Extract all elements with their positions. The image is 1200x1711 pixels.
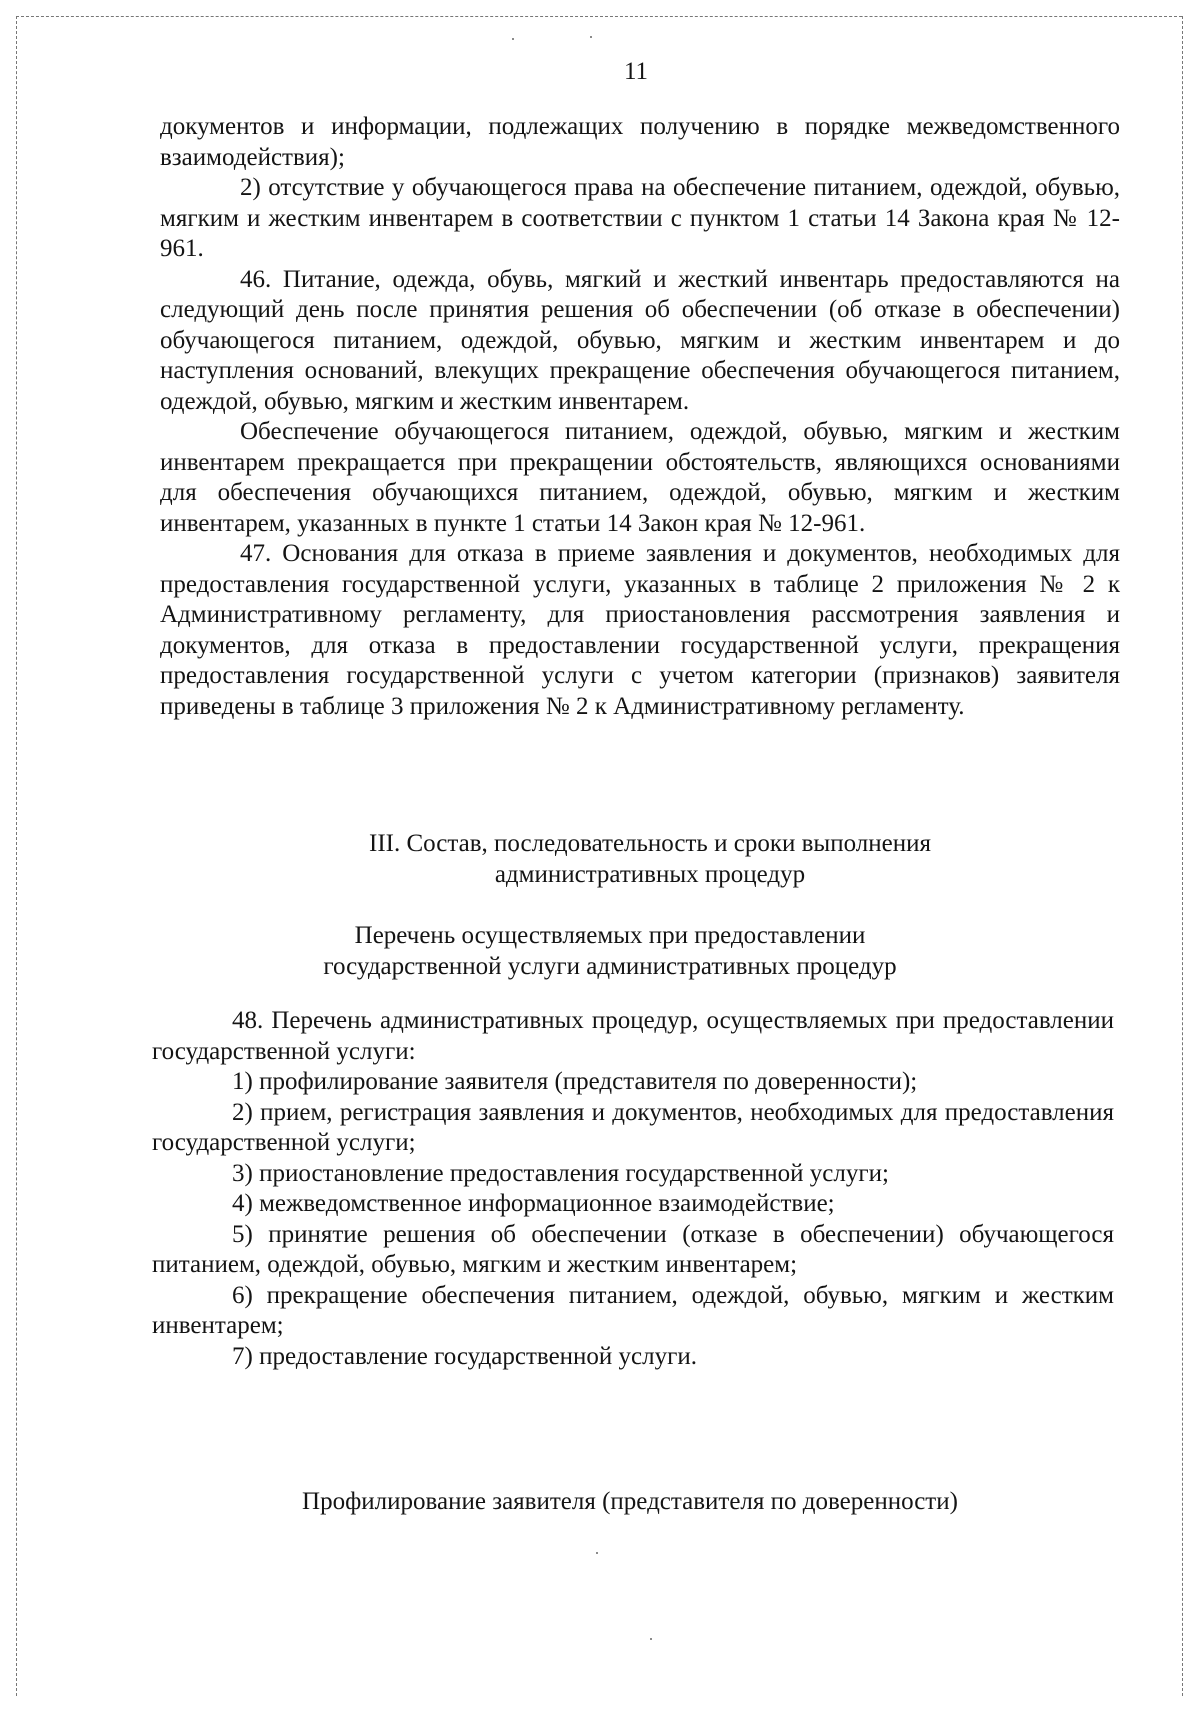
list-item: 5) принятие решения об обеспечении (отказе в обеспечении) обучающегося питанием, одеждой, обувью, мягким и жестким инвентарем; — [152, 1220, 1114, 1278]
paragraph-47: 47. Основания для отказа в приеме заявления и документов, необходимых для предоставления государственной услуги, указанных в таблице 2 приложения № 2 к Административному регламенту, для приостановления рассмотрения заявления и документов, для отказа в предоставлении государственной услуги, прекращения предоставления государственной услуги с учетом категории (признаков) заявителя приведены в таблице 3 приложения № 2 к Административному регламенту. — [160, 540, 1120, 720]
profiling-heading-line: Профилирование заявителя (представителя по доверенности) — [302, 1488, 958, 1515]
paragraph-48: 48. Перечень административных процедур, осуществляемых при предоставлении государственной услуги: — [152, 1007, 1114, 1065]
section-heading-line: III. Состав, последовательность и сроки выполнения — [369, 830, 931, 857]
list-item: 6) прекращение обеспечения питанием, одеждой, обувью, мягким и жестким инвентарем; — [152, 1281, 1114, 1339]
section-heading — [170, 828, 1130, 890]
profiling-heading — [150, 1486, 1110, 1517]
body-text-top — [160, 112, 1120, 722]
list-item: 4) межведомственное информационное взаимодействие; — [232, 1190, 835, 1217]
scan-border-left — [16, 16, 17, 1696]
page-number: 11 — [623, 58, 649, 85]
scan-speck — [512, 38, 514, 40]
paragraph-provision-termination: Обеспечение обучающегося питанием, одеждой, обувью, мягким и жестким инвентарем прекращается при прекращении обстоятельств, являющихся основаниями для обеспечения обучающихся питанием, одеждой, обувью, мягким и жестким инвентарем, указанных в пункте 1 статьи 14 Закон края № 12-961. — [160, 418, 1120, 537]
section-heading-line: административных процедур — [494, 861, 806, 888]
procedures-list — [152, 1006, 1114, 1372]
paragraph-46: 46. Питание, одежда, обувь, мягкий и жесткий инвентарь предоставляются на следующий день после принятия решения об обеспечении (об отказе в обеспечении) обучающегося питанием, одеждой, обувью, мягким и жестким инвентарем и до наступления оснований, влекущих прекращение обеспечения обучающегося питанием, одеждой, обувью, мягким и жестким инвентарем. — [160, 265, 1120, 415]
scan-speck — [590, 36, 592, 38]
list-item: 7) предоставление государственной услуги. — [232, 1342, 698, 1370]
scan-speck — [596, 1552, 598, 1554]
list-item: 1) профилирование заявителя (представителя по доверенности); — [232, 1068, 918, 1095]
subsection-heading-line: Перечень осуществляемых при предоставлении — [354, 922, 866, 949]
list-item: 2) прием, регистрация заявления и документов, необходимых для предоставления государственной услуги; — [152, 1098, 1114, 1156]
subsection-heading — [130, 920, 1090, 982]
scan-border-top — [16, 16, 1182, 17]
list-item: 3) приостановление предоставления государственной услуги; — [232, 1159, 889, 1187]
subsection-heading-line: государственной услуги административных процедур — [323, 953, 897, 980]
paragraph-item-2: 2) отсутствие у обучающегося права на обеспечение питанием, одеждой, обувью, мягким и жестким инвентарем в соответствии с пунктом 1 статьи 14 Закона края № 12-961. — [160, 174, 1120, 262]
scan-border-right — [1182, 16, 1183, 1696]
paragraph-continuation: документов и информации, подлежащих получению в порядке межведомственного взаимодействия); — [160, 113, 1120, 171]
scan-speck — [650, 1638, 652, 1640]
